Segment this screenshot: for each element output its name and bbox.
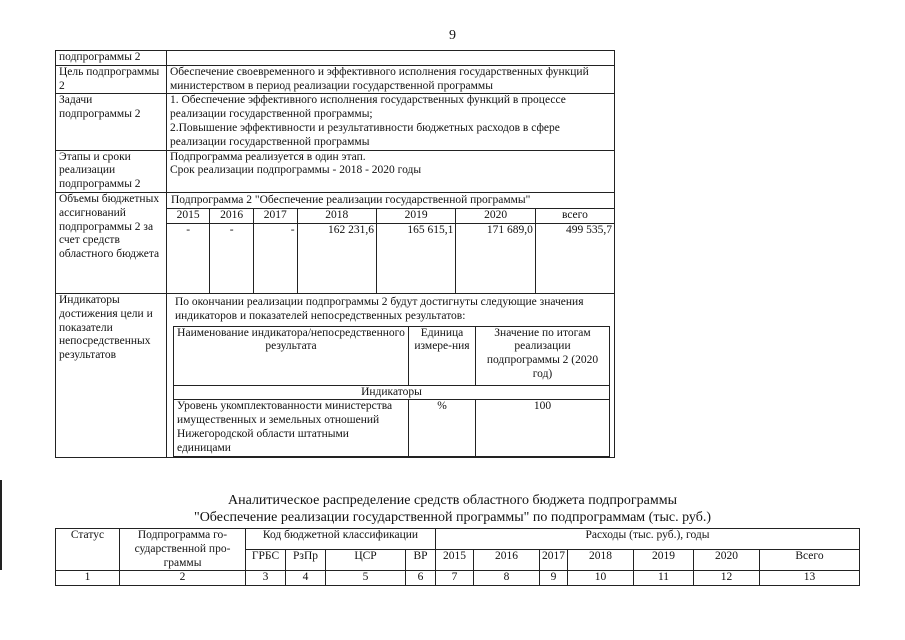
year-header: 2020 bbox=[694, 550, 760, 571]
column-number: 9 bbox=[540, 571, 568, 586]
column-number: 8 bbox=[474, 571, 540, 586]
column-number: 5 bbox=[326, 571, 406, 586]
indicator-name: Уровень укомплектованности министерства имущественных и земельных отношений Нижегородской области штатными единицами bbox=[174, 400, 409, 456]
budget-value: - bbox=[253, 223, 297, 293]
indicator-value: 100 bbox=[476, 400, 610, 456]
analytic-title-line-2: "Обеспечение реализации государственной программы" по подпрограммам (тыс. руб.) bbox=[193, 510, 711, 525]
column-number: 6 bbox=[406, 571, 436, 586]
column-number: 2 bbox=[120, 571, 246, 586]
stages-line-2: Срок реализации подпрограммы - 2018 - 2020 годы bbox=[170, 164, 422, 177]
year-header: 2015 bbox=[436, 550, 474, 571]
analytic-number-row bbox=[56, 571, 860, 586]
row-label: Этапы и сроки реализации подпрограммы 2 bbox=[56, 150, 167, 192]
passport-row-continued bbox=[56, 51, 615, 66]
row-label: подпрограммы 2 bbox=[56, 51, 167, 66]
budget-total-value: 499 535,7 bbox=[535, 223, 614, 293]
row-label: Задачи подпрограммы 2 bbox=[56, 94, 167, 150]
budget-year-header: 2016 bbox=[210, 208, 254, 223]
year-header: 2017 bbox=[540, 550, 568, 571]
row-label: Индикаторы достижения цели и показатели непосредственных результатов bbox=[56, 294, 167, 458]
rzpr-header: РзПр bbox=[286, 550, 326, 571]
expenses-header: Расходы (тыс. руб.), годы bbox=[436, 529, 860, 550]
column-number: 12 bbox=[694, 571, 760, 586]
csr-header: ЦСР bbox=[326, 550, 406, 571]
year-header: 2016 bbox=[474, 550, 540, 571]
status-header: Статус bbox=[56, 529, 120, 571]
budget-total-header: всего bbox=[535, 208, 614, 223]
column-number: 10 bbox=[568, 571, 634, 586]
budget-year-header: 2015 bbox=[167, 208, 210, 223]
task-2: 2.Повышение эффективности и результативности бюджетных расходов в сфере реализации государственной программы bbox=[170, 121, 560, 148]
budget-cell bbox=[167, 192, 615, 293]
year-header: 2019 bbox=[634, 550, 694, 571]
indicators-intro: По окончании реализации подпрограммы 2 будут достигнуты следующие значения индикаторов и показателей непосредственных результатов: bbox=[175, 296, 584, 322]
budget-value: 162 231,6 bbox=[297, 223, 376, 293]
indicator-name-header: Наименование индикатора/непосредственного результата bbox=[174, 326, 409, 385]
passport-row-indicators bbox=[56, 294, 615, 458]
row-label: Объемы бюджетных ассигнований подпрограммы 2 за счет средств областного бюджета bbox=[56, 192, 167, 293]
row-content bbox=[167, 51, 615, 66]
passport-row-budget bbox=[56, 192, 615, 293]
analytic-distribution-table bbox=[55, 528, 860, 586]
column-number: 4 bbox=[286, 571, 326, 586]
row-content bbox=[167, 94, 615, 150]
budget-value: 165 615,1 bbox=[376, 223, 455, 293]
budget-code-header: Код бюджетной классификации bbox=[246, 529, 436, 550]
passport-row-tasks bbox=[56, 94, 615, 150]
column-number: 13 bbox=[760, 571, 860, 586]
analytic-header-row bbox=[56, 529, 860, 550]
indicator-unit-header: Единица измере-ния bbox=[409, 326, 476, 385]
budget-value: - bbox=[210, 223, 254, 293]
budget-year-header: 2019 bbox=[376, 208, 455, 223]
indicator-unit: % bbox=[409, 400, 476, 456]
budget-table bbox=[167, 208, 614, 293]
task-1: 1. Обеспечение эффективного исполнения государственных функций в процессе реализации государственной программы; bbox=[170, 94, 566, 121]
budget-value: - bbox=[167, 223, 210, 293]
budget-title: Подпрограмма 2 "Обеспечение реализации государственной программы" bbox=[171, 193, 531, 206]
column-number: 3 bbox=[246, 571, 286, 586]
budget-value: 171 689,0 bbox=[456, 223, 535, 293]
passport-row-stages bbox=[56, 150, 615, 192]
page-number: 9 bbox=[449, 28, 456, 43]
subprogram-passport-table bbox=[55, 50, 615, 458]
indicator-value-header: Значение по итогам реализации подпрограммы 2 (2020 год) bbox=[476, 326, 610, 385]
indicators-data-row bbox=[174, 400, 610, 456]
indicators-cell bbox=[167, 294, 615, 458]
budget-year-header: 2020 bbox=[456, 208, 535, 223]
column-number: 7 bbox=[436, 571, 474, 586]
stages-line-1: Подпрограмма реализуется в один этап. bbox=[170, 150, 366, 163]
analytic-title-line-1: Аналитическое распределение средств областного бюджета подпрограммы bbox=[228, 493, 677, 508]
indicators-section-label: Индикаторы bbox=[174, 385, 610, 400]
budget-year-header: 2018 bbox=[297, 208, 376, 223]
column-number: 1 bbox=[56, 571, 120, 586]
passport-row-goal bbox=[56, 65, 615, 94]
indicators-table bbox=[173, 326, 610, 457]
subprogram-header: Подпрограмма го-сударственной про-граммы bbox=[120, 529, 246, 571]
vr-header: ВР bbox=[406, 550, 436, 571]
indicators-section-row bbox=[174, 385, 610, 400]
row-label: Цель подпрограммы 2 bbox=[56, 65, 167, 94]
year-header: 2018 bbox=[568, 550, 634, 571]
budget-values-row bbox=[167, 223, 614, 293]
row-content bbox=[167, 150, 615, 192]
total-header: Всего bbox=[760, 550, 860, 571]
grbs-header: ГРБС bbox=[246, 550, 286, 571]
budget-header-row bbox=[167, 208, 614, 223]
row-content: Обеспечение своевременного и эффективного исполнения государственных функций министерством в период реализации государственной программы bbox=[167, 65, 615, 94]
column-number: 11 bbox=[634, 571, 694, 586]
budget-year-header: 2017 bbox=[253, 208, 297, 223]
indicators-header-row bbox=[174, 326, 610, 385]
